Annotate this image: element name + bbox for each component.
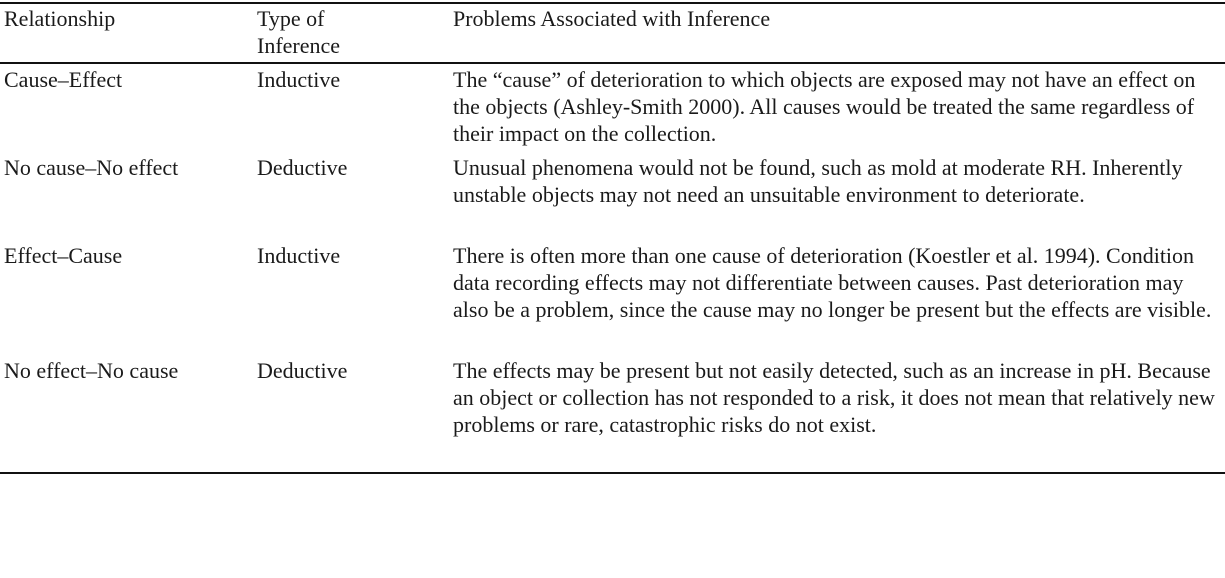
cell-type [253, 152, 449, 240]
relationship-text: Effect–Cause [4, 243, 123, 268]
header-relationship-label: Relationship [4, 6, 116, 31]
table-row [0, 355, 1225, 473]
table-row [0, 63, 1225, 152]
cell-problems [449, 355, 1225, 473]
cell-problems [449, 152, 1225, 240]
relationship-text: No cause–No effect [4, 155, 179, 180]
header-problems-label: Problems Associated with Inference [453, 6, 771, 31]
header-type-label-line2: Inference [257, 33, 341, 58]
cell-relationship [0, 63, 253, 152]
type-text: Inductive [257, 67, 341, 92]
problems-text: Unusual phenomena would not be found, such as mold at moderate RH. Inherently unstable objects may not need an unsuitable environment to deteriorate. [453, 155, 1183, 207]
cell-problems [449, 63, 1225, 152]
type-text: Deductive [257, 155, 348, 180]
cell-type [253, 240, 449, 355]
type-text: Inductive [257, 243, 341, 268]
header-type-label-line1: Type of [257, 6, 325, 31]
problems-text: The “cause” of deterioration to which objects are exposed may not have an effect on the objects (Ashley-Smith 2000). All causes would be treated the same regardless of their impact on the collection. [453, 67, 1196, 146]
problems-text: The effects may be present but not easily detected, such as an increase in pH. Because an object or collection has not responded to a risk, it does not mean that relatively new problems or rare, catastrophic risks do not exist. [453, 358, 1215, 437]
inference-table [0, 2, 1225, 474]
cell-relationship [0, 152, 253, 240]
header-type-of-inference [253, 3, 449, 63]
cell-type [253, 63, 449, 152]
header-row [0, 3, 1225, 63]
table-body [0, 63, 1225, 473]
relationship-text: No effect–No cause [4, 358, 179, 383]
table-row [0, 240, 1225, 355]
cell-relationship [0, 355, 253, 473]
header-problems [449, 3, 1225, 63]
table-header [0, 3, 1225, 63]
type-text: Deductive [257, 358, 348, 383]
problems-text: There is often more than one cause of deterioration (Koestler et al. 1994). Condition data recording effects may not differentiate between causes. Past deterioration may also be a problem, since the cause may no longer be present but the effects are visible. [453, 243, 1212, 322]
header-relationship [0, 3, 253, 63]
table-row [0, 152, 1225, 240]
relationship-text: Cause–Effect [4, 67, 123, 92]
cell-problems [449, 240, 1225, 355]
cell-relationship [0, 240, 253, 355]
cell-type [253, 355, 449, 473]
